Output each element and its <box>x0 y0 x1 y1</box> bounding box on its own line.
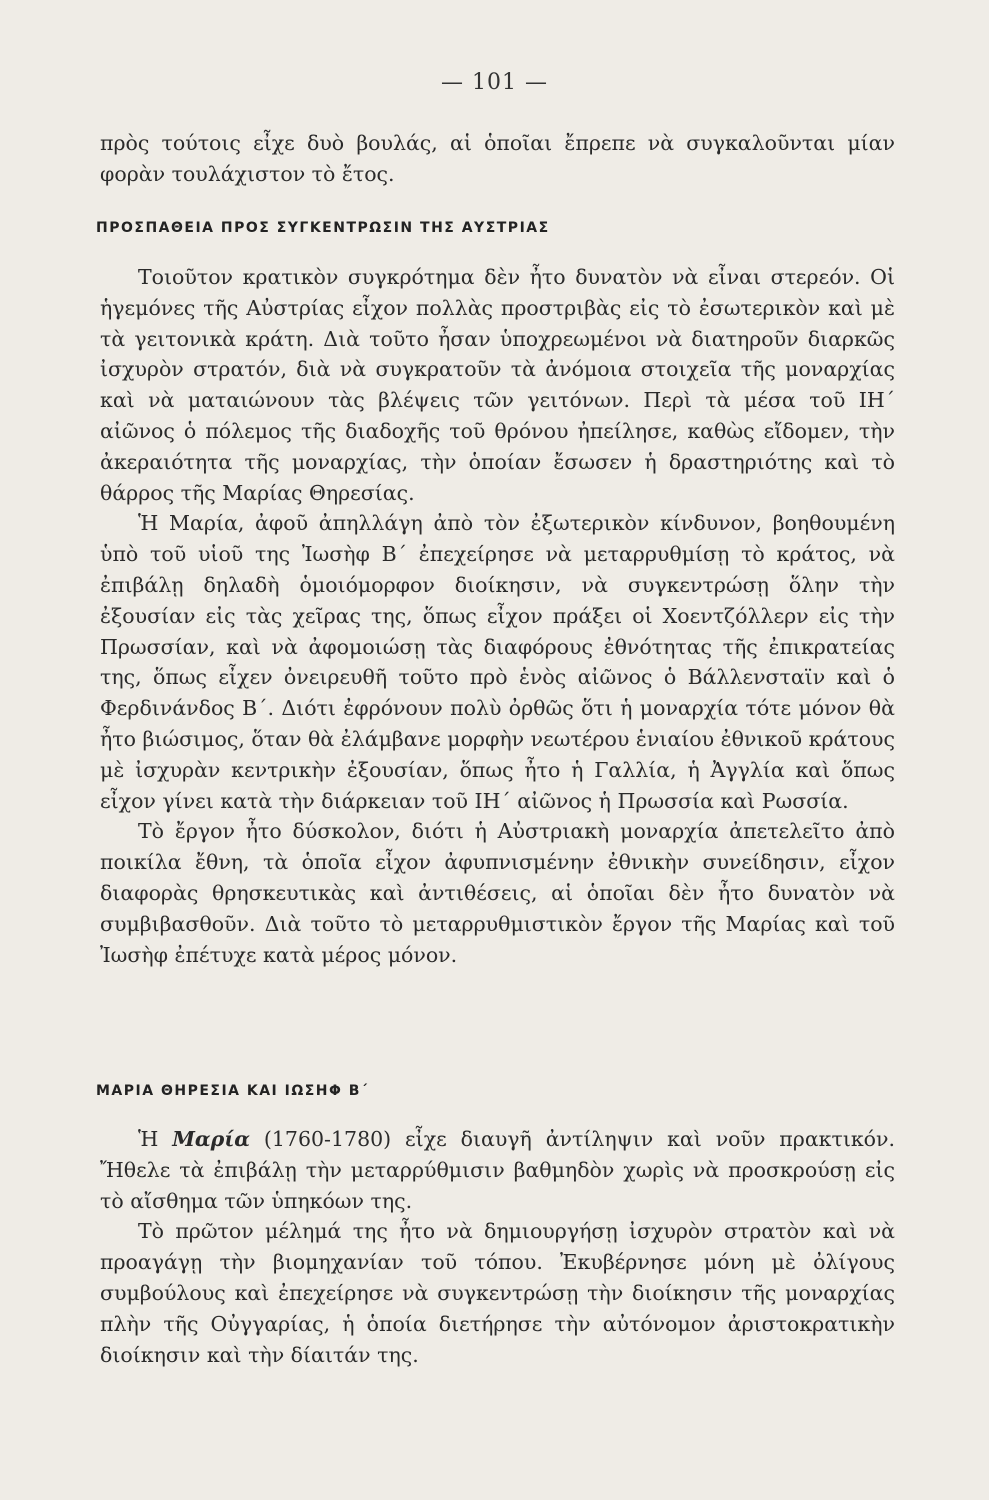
paragraph: Τὸ ἔργον ἦτο δύσκολον, διότι ἡ Αὐστριακὴ μοναρχία ἀπετελεῖτο ἀπὸ ποικίλα ἔθνη, τὰ ὁποῖα εἶχον ἀφυπνισμένην ἐθνικὴν συνείδησιν, εἶχον διαφορὰς θρησκευτικὰς καὶ ἀντιθέσεις, αἱ ὁποῖαι δὲν ἦτο δυνατὸν νὰ συμβιβασθοῦν. Διὰ τοῦτο τὸ μεταρρυθμιστικὸν ἔργον τῆς Μαρίας καὶ τοῦ Ἰωσὴφ ἐπέτυχε κατὰ μέρος μόνον. <box>100 819 895 967</box>
section-heading-centralization: ΠΡΟΣΠΑΘΕΙΑ ΠΡΟΣ ΣΥΓΚΕΝΤΡΩΣΙΝ ΤΗΣ ΑΥΣΤΡΙΑΣ <box>96 220 550 236</box>
name-maria: Μαρία <box>172 1127 251 1151</box>
section-heading-maria-joseph: ΜΑΡΙΑ ΘΗΡΕΣΙΑ ΚΑΙ ΙΩΣΗΦ Β΄ <box>96 1083 369 1099</box>
intro-paragraph <box>100 128 895 190</box>
intro-text: πρὸς τούτοις εἶχε δυὸ βουλάς, αἱ ὁποῖαι ἔπρεπε νὰ συγκαλοῦνται μίαν φορὰν τουλάχιστον τὸ ἔτος. <box>100 131 895 186</box>
paragraph: Τὸ πρῶτον μέλημά της ἦτο νὰ δημιουργήσῃ ἰσχυρὸν στρατὸν καὶ νὰ προαγάγῃ τὴν βιομηχανίαν τοῦ τόπου. Ἐκυβέρνησε μόνη μὲ ὀλίγους συμβούλους καὶ ἐπεχείρησε νὰ συγκεντρώσῃ τὴν διοίκησιν τῆς μοναρχίας πλὴν τῆς Οὐγγαρίας, ἡ ὁποία διετήρησε τὴν αὐτόνομον ἀριστοκρατικὴν διοίκησιν καὶ τὴν δίαιτάν της. <box>100 1219 895 1367</box>
paragraph <box>100 1124 895 1216</box>
section2-body <box>100 1124 895 1370</box>
paragraph: Ἡ Μαρία, ἀφοῦ ἀπηλλάγη ἀπὸ τὸν ἐξωτερικὸν κίνδυνον, βοηθουμένη ὑπὸ τοῦ υἱοῦ της Ἰωσὴφ Β΄ ἐπεχείρησε νὰ μεταρρυθμίσῃ τὸ κράτος, νὰ ἐπιβάλῃ δηλαδὴ ὁμοιόμορφον διοίκησιν, νὰ συγκεντρώσῃ ὅλην τὴν ἐξουσίαν εἰς τὰς χεῖρας της, ὅπως εἶχον πράξει οἱ Χοεντζόλλερν εἰς τὴν Πρωσσίαν, καὶ νὰ ἀφομοιώσῃ τὰς διαφόρους ἐθνότητας τῆς ἐπικρατείας της, ὅπως εἶχεν ὀνειρευθῆ τοῦτο πρὸ ἑνὸς αἰῶνος ὁ Βάλλενσταϊν καὶ ὁ Φερδινάνδος Β΄. Διότι ἐφρόνουν πολὺ ὀρθῶς ὅτι ἡ μοναρχία τότε μόνον θὰ ἦτο βιώσιμος, ὅταν θὰ ἐλάμβανε μορφὴν νεωτέρου ἑνιαίου ἐθνικοῦ κράτους μὲ ἰσχυρὰν κεντρικὴν ἐξουσίαν, ὅπως ἦτο ἡ Γαλλία, ἡ Ἀγγλία καὶ ὅπως εἶχον γίνει κατὰ τὴν διάρκειαν τοῦ ΙΗ΄ αἰῶνος ἡ Πρωσσία καὶ Ρωσσία. <box>100 511 895 813</box>
text: Ἡ <box>138 1127 173 1151</box>
page-number: — 101 — <box>441 70 548 95</box>
paragraph: Τοιοῦτον κρατικὸν συγκρότημα δὲν ἦτο δυνατὸν νὰ εἶναι στερεόν. Οἱ ἡγεμόνες τῆς Αὐστρίας εἶχον πολλὰς προστριβὰς εἰς τὸ ἐσωτερικὸν καὶ μὲ τὰ γειτονικὰ κράτη. Διὰ τοῦτο ἦσαν ὑποχρεωμένοι νὰ διατηροῦν διαρκῶς ἰσχυρὸν στρατόν, διὰ νὰ συγκρατοῦν τὰ ἀνόμοια στοιχεῖα τῆς μοναρχίας καὶ νὰ ματαιώνουν τὰς βλέψεις τῶν γειτόνων. Περὶ τὰ μέσα τοῦ ΙΗ΄ αἰῶνος ὁ πόλεμος τῆς διαδοχῆς τοῦ θρόνου ἠπείλησε, καθὼς εἴδομεν, τὴν ἀκεραιότητα τῆς μοναρχίας, τὴν ὁποίαν ἔσωσεν ἡ δραστηριότης καὶ τὸ θάρρος τῆς Μαρίας Θηρεσίας. <box>100 265 895 505</box>
text: (1760-1780) εἶχε διαυγῆ ἀντίληψιν καὶ νοῦν πρακτικόν. Ἤθελε τὰ ἐπιβάλῃ τὴν μεταρρύθμισιν βαθμηδὸν χωρὶς νὰ προσκρούσῃ εἰς τὸ αἴσθημα τῶν ὑπηκόων της. <box>100 1127 895 1213</box>
section1-body <box>100 262 895 970</box>
